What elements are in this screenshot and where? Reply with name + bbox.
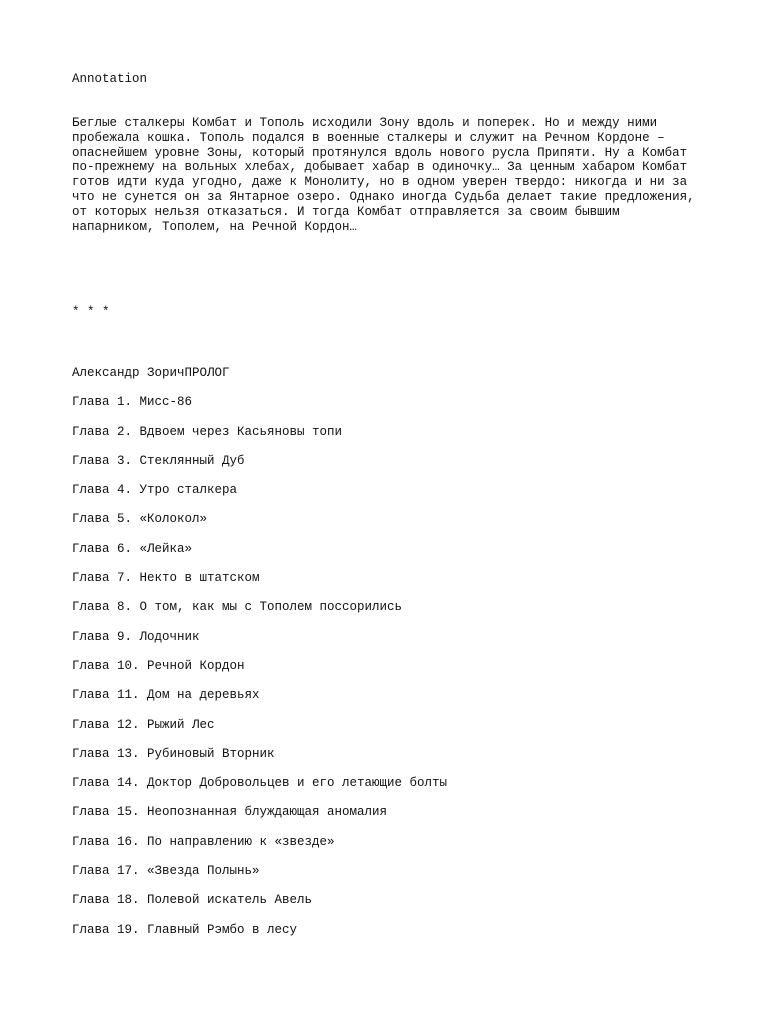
toc-entry-chapter-6[interactable]: Глава 6. «Лейка» bbox=[72, 541, 193, 556]
annotation-line: от которых нельзя отказаться. И тогда Комбат отправляется за своим бывшим bbox=[72, 204, 620, 219]
toc-entry-chapter-15[interactable]: Глава 15. Неопознанная блуждающая аномалия bbox=[72, 805, 388, 820]
toc-entry-chapter-8[interactable]: Глава 8. О том, как мы с Тополем поссорились bbox=[72, 600, 403, 615]
table-of-contents bbox=[72, 366, 447, 952]
annotation-line: опаснейшем уровне Зоны, который протянулся вдоль нового русла Припяти. Ну а Комбат bbox=[72, 145, 688, 160]
annotation-heading: Annotation bbox=[72, 72, 148, 86]
annotation-line: пробежала кошка. Тополь подался в военные сталкеры и служит на Речном Кордоне – bbox=[72, 130, 665, 145]
toc-entry-chapter-10[interactable]: Глава 10. Речной Кордон bbox=[72, 658, 245, 673]
toc-entry-chapter-9[interactable]: Глава 9. Лодочник bbox=[72, 629, 200, 644]
toc-entry-chapter-18[interactable]: Глава 18. Полевой искатель Авель bbox=[72, 893, 313, 908]
toc-entry-chapter-13[interactable]: Глава 13. Рубиновый Вторник bbox=[72, 746, 275, 761]
toc-entry-chapter-2[interactable]: Глава 2. Вдвоем через Касьяновы топи bbox=[72, 424, 343, 439]
toc-entry-chapter-19[interactable]: Глава 19. Главный Рэмбо в лесу bbox=[72, 922, 298, 937]
toc-entry-chapter-5[interactable]: Глава 5. «Колокол» bbox=[72, 512, 208, 527]
section-separator: * * * bbox=[72, 305, 110, 319]
toc-entry-chapter-7[interactable]: Глава 7. Некто в штатском bbox=[72, 571, 260, 586]
toc-entry-chapter-14[interactable]: Глава 14. Доктор Добровольцев и его летающие болты bbox=[72, 776, 448, 791]
annotation-line: по-прежнему на вольных хлебах, добывает хабар в одиночку… За ценным хабаром Комбат bbox=[72, 160, 688, 175]
annotation-line: что не сунется он за Янтарное озеро. Однако иногда Судьба делает такие предложения, bbox=[72, 189, 695, 204]
toc-entry-chapter-17[interactable]: Глава 17. «Звезда Полынь» bbox=[72, 864, 260, 879]
annotation-paragraph bbox=[72, 116, 712, 234]
toc-entry-chapter-1[interactable]: Глава 1. Мисс-86 bbox=[72, 395, 193, 410]
annotation-line: напарником, Тополем, на Речной Кордон… bbox=[72, 219, 358, 234]
annotation-line: Беглые сталкеры Комбат и Тополь исходили Зону вдоль и поперек. Но и между ними bbox=[72, 116, 658, 130]
annotation-line: готов идти куда угодно, даже к Монолиту, но в одном уверен твердо: никогда и ни за bbox=[72, 175, 688, 190]
toc-entry-prologue[interactable]: Александр ЗоричПРОЛОГ bbox=[72, 366, 230, 380]
toc-entry-chapter-12[interactable]: Глава 12. Рыжий Лес bbox=[72, 717, 215, 732]
toc-entry-chapter-3[interactable]: Глава 3. Стеклянный Дуб bbox=[72, 453, 245, 468]
toc-entry-chapter-16[interactable]: Глава 16. По направлению к «звезде» bbox=[72, 834, 335, 849]
toc-entry-chapter-4[interactable]: Глава 4. Утро сталкера bbox=[72, 483, 238, 498]
toc-entry-chapter-11[interactable]: Глава 11. Дом на деревьях bbox=[72, 688, 260, 703]
